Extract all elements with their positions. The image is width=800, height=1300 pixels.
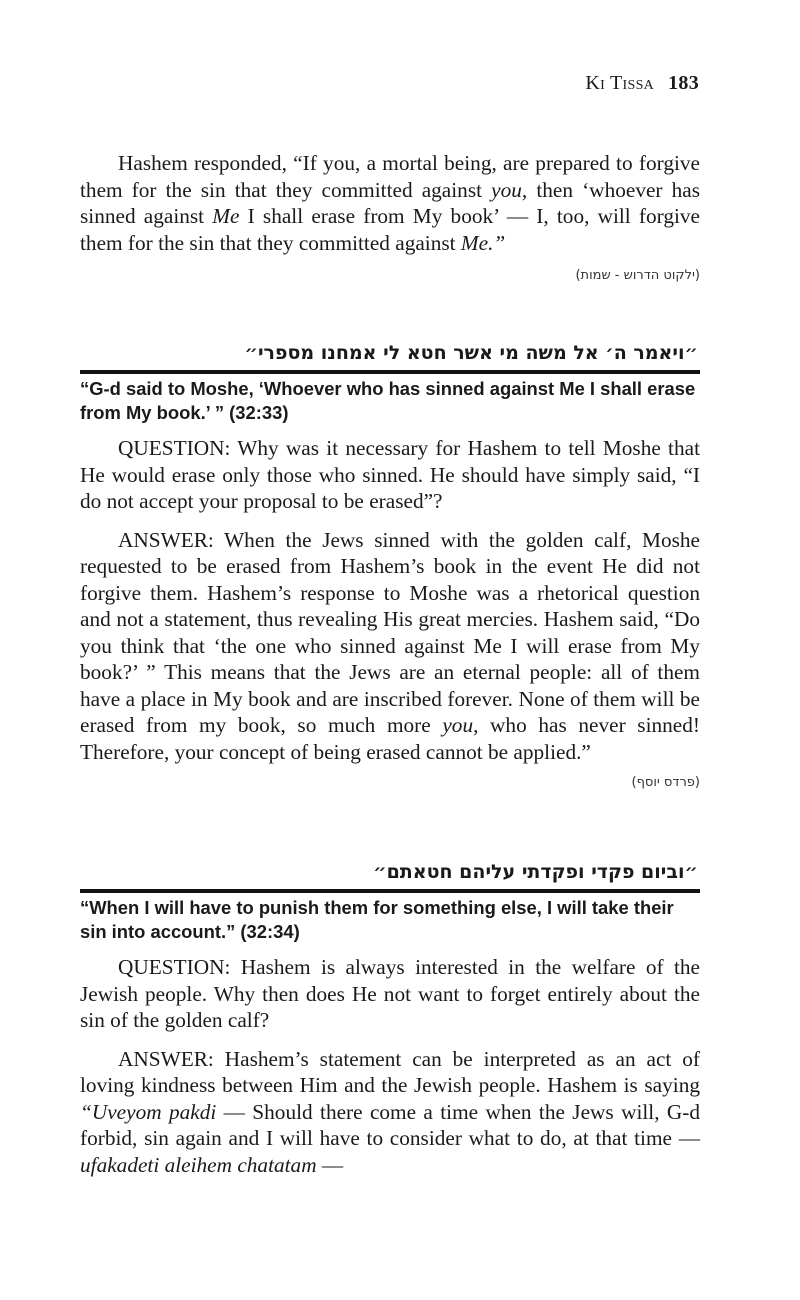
hebrew-verse-heading: ״ויאמר ה׳ אל משה מי אשר חטא לי אמחנו מספרי״ bbox=[244, 342, 698, 364]
emphasis-text: Me.” bbox=[460, 230, 506, 255]
emphasis-text: Me bbox=[212, 204, 240, 228]
emphasis-text: you, bbox=[491, 177, 528, 202]
source-citation: (ילקוט הדרוש - שמות) bbox=[575, 268, 700, 283]
heading-rule bbox=[80, 889, 700, 893]
emphasis-text: you, bbox=[442, 713, 479, 737]
english-verse-heading: “G-d said to Moshe, ‘Whoever who has sinned against Me I shall erase from My book.’ ” (32:33) bbox=[80, 378, 696, 423]
question-paragraph bbox=[80, 954, 700, 1034]
text-run: then ‘whoever has sinned against bbox=[80, 177, 701, 228]
heading-rule bbox=[80, 370, 700, 374]
text-run: — bbox=[316, 1152, 344, 1177]
text-run: QUESTION: Why was it necessary for Hashem to tell Moshe that He would erase only those who sinned. He should have simply said, “I do not accept your proposal to be erased”? bbox=[80, 436, 700, 513]
text-run: who has never sinned! Therefore, your concept of being erased cannot be applied.” bbox=[80, 713, 700, 764]
answer-paragraph bbox=[80, 1046, 700, 1179]
answer-paragraph bbox=[80, 527, 700, 766]
paragraph bbox=[80, 150, 700, 256]
section-verse-32-34 bbox=[80, 861, 700, 1178]
section-verse-32-33 bbox=[80, 342, 700, 790]
english-verse-heading: “When I will have to punish them for something else, I will take their sin into account.” (32:34) bbox=[80, 897, 674, 942]
question-paragraph bbox=[80, 435, 700, 515]
text-run: ANSWER: Hashem’s statement can be interpreted as an act of loving kindness between Him and the Jewish people. Hashem is saying bbox=[80, 1046, 700, 1097]
emphasis-text: ufakadeti aleihem chatatam bbox=[80, 1152, 317, 1177]
hebrew-verse-heading: ״וביום פקדי ופקדתי עליהם חטאתם״ bbox=[373, 861, 698, 883]
text-run: ANSWER: When the Jews sinned with the golden calf, Moshe requested to be erased from Hashem’s book in the event He did not forgive them. Hashem’s response to Moshe was a rhetorical question and not a statement, thus revealing His great mercies. Hashem said, “Do you think that ‘the one who sinned against Me I will erase from My book?’ ” This means that the Jews are an eternal people: all of them have a place in My book and are inscribed forever. None of them will be erased from my book, so much more bbox=[80, 527, 700, 737]
text-run: Hashem responded, “If you, a mortal being, are prepared to forgive them for the sin that they committed against bbox=[80, 151, 700, 202]
running-head-title: Ki Tissa bbox=[585, 72, 655, 94]
text-run: — Should there come a time when the Jews will, G-d forbid, sin again and I will have to consider what to do, at that time — bbox=[80, 1099, 701, 1150]
page-number: 183 bbox=[668, 72, 699, 94]
emphasis-text: “Uveyom pakdi bbox=[80, 1099, 217, 1124]
text-run: QUESTION: Hashem is always interested in the welfare of the Jewish people. Why then does He not want to forget entirely about the sin of the golden calf? bbox=[80, 955, 700, 1032]
section-intro bbox=[80, 150, 700, 283]
running-head bbox=[585, 72, 699, 95]
text-run: I shall erase from My book’ — I, too, will forgive them for the sin that they committed against bbox=[80, 204, 701, 255]
source-citation: (פרדס יוסף) bbox=[631, 775, 700, 790]
